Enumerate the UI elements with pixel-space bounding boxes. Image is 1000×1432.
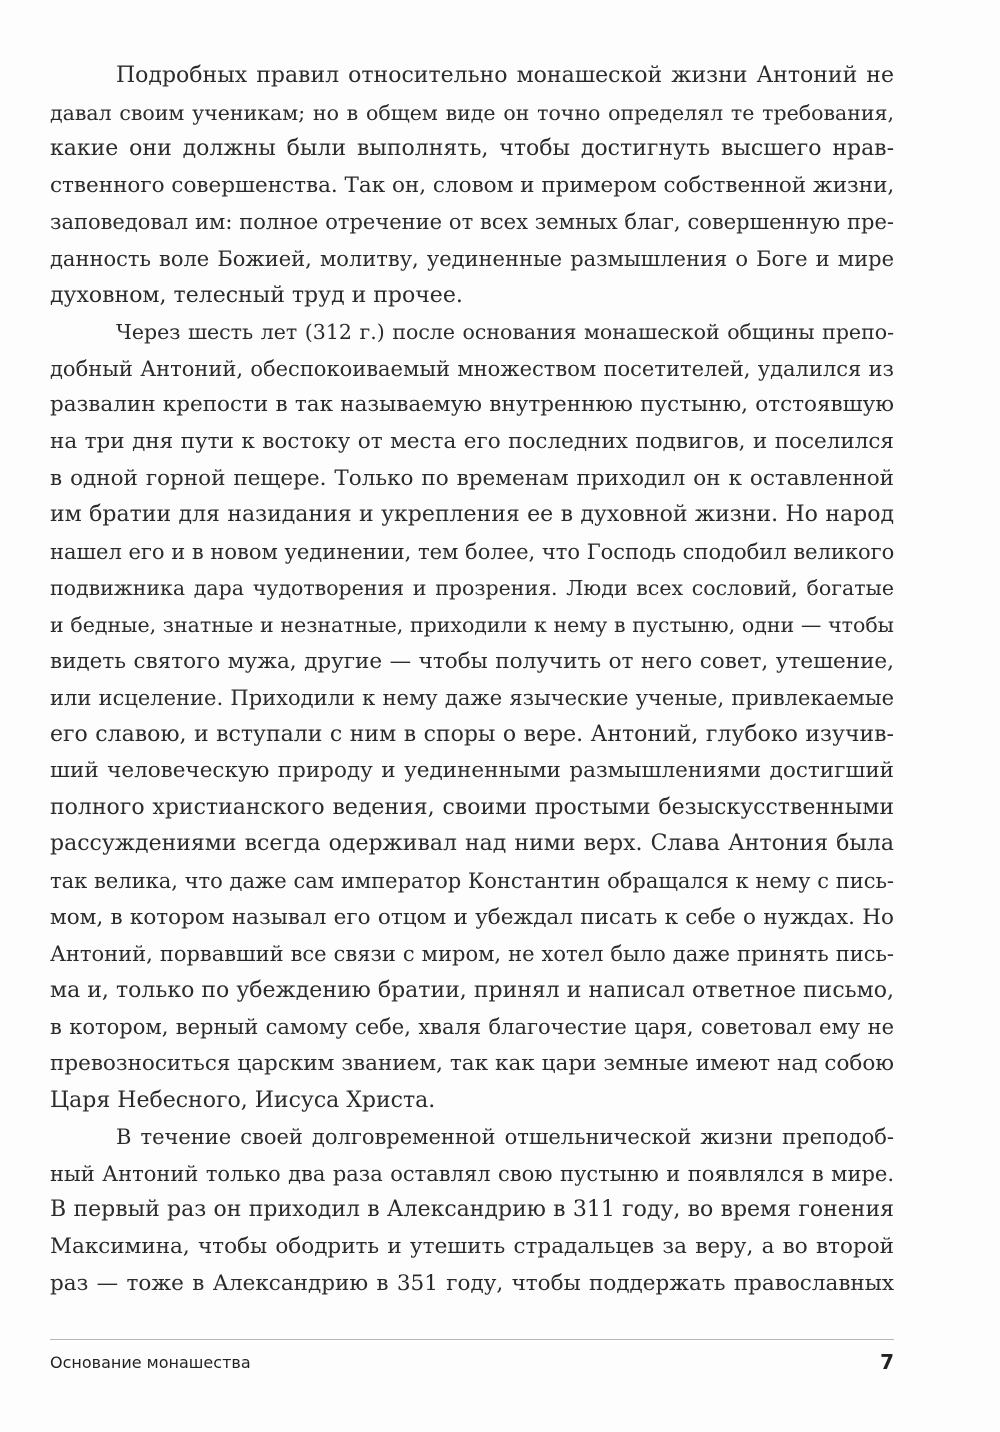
text-line: в котором, верный самому себе, хваля благочестие царя, советовал ему не xyxy=(50,1015,894,1040)
footer-divider xyxy=(50,1339,894,1340)
body-text xyxy=(50,58,894,1302)
text-line: развалин крепости в так называемую внутреннюю пустыню, отстоявшую xyxy=(50,392,894,418)
text-line: Антоний, порвавший все связи с миром, не хотел было даже принять пись- xyxy=(50,942,894,967)
text-line: им братии для назидания и укрепления ее в духовной жизни. Но народ xyxy=(50,502,894,528)
text-line: В течение своей долговременной отшельнической жизни преподоб- xyxy=(116,1125,894,1150)
paragraph-monastic-rules xyxy=(50,58,894,314)
paragraph-visits-to-world xyxy=(50,1119,894,1302)
text-line: давал своим ученикам; но в общем виде он точно определял те требования, xyxy=(50,100,894,125)
text-line: рассуждениями всегда одерживал над ними верх. Слава Антония была xyxy=(50,831,894,857)
text-line: превозноситься царским званием, так как цари земные имеют над собою xyxy=(50,1051,894,1077)
text-line: его славою, и вступали с ним в споры о вере. Антоний, глубоко изучив- xyxy=(50,721,894,747)
text-line: нашел его и в новом уединении, тем более, что Господь сподобил великого xyxy=(50,539,895,564)
text-line: Царя Небесного, Иисуса Христа. xyxy=(50,1087,436,1113)
text-line: полного христианского ведения, своими простыми безыскусственными xyxy=(50,794,894,820)
text-line: подвижника дара чудотворения и прозрения. Люди всех сословий, богатые xyxy=(50,576,894,601)
text-line: и бедные, знатные и незнатные, приходили к нему в пустыню, одни — чтобы xyxy=(50,612,894,637)
text-line: заповедовал им: полное отречение от всех земных благ, совершенную пре- xyxy=(50,210,894,235)
text-line: ственного совершенства. Так он, словом и примером собственной жизни, xyxy=(50,172,895,198)
text-line: Подробных правил относительно монашеской жизни Антоний не xyxy=(116,63,894,88)
text-line: Максимина, чтобы ободрить и утешить страдальцев за веру, а во второй xyxy=(50,1234,894,1259)
text-line: ма и, только по убеждению братии, принял и написал ответное письмо, xyxy=(50,977,894,1003)
text-line: на три дня пути к востоку от места его последних подвигов, и поселился xyxy=(50,428,894,454)
paragraph-inner-desert xyxy=(50,314,894,1119)
text-line: добный Антоний, обеспокоиваемый множеством посетителей, удалился из xyxy=(50,356,894,381)
text-line: в одной горной пещере. Только по временам приходил он к оставленной xyxy=(50,465,894,491)
text-line: Через шесть лет (312 г.) после основания монашеской общины препо- xyxy=(116,320,894,345)
text-line: духовном, телесный труд и прочее. xyxy=(50,282,463,308)
text-line: ший человеческую природу и уединенными размышлениями достигший xyxy=(50,758,894,784)
running-footer-title: Основание монашества xyxy=(50,1353,251,1372)
text-line: раз — тоже в Александрию в 351 году, чтобы поддержать православных xyxy=(50,1270,894,1296)
page-number: 7 xyxy=(880,1350,894,1374)
text-line: видеть святого мужа, другие — чтобы получить от него совет, утешение, xyxy=(50,648,894,674)
text-line: данность воле Божией, молитву, уединенные размышления о Боге и мире xyxy=(50,246,894,271)
text-line: какие они должны были выполнять, чтобы достигнуть высшего нрав- xyxy=(50,136,894,162)
text-line: ный Антоний только два раза оставлял свою пустыню и появлялся в мире. xyxy=(50,1161,894,1186)
text-line: мом, в котором называл его отцом и убеждал писать к себе о нуждах. Но xyxy=(50,904,894,930)
text-line: В первый раз он приходил в Александрию в 311 году, во время гонения xyxy=(50,1197,894,1223)
text-line: или исцеление. Приходили к нему даже языческие ученые, привлекаемые xyxy=(50,686,894,711)
text-line: так велика, что даже сам император Константин обращался к нему с пись- xyxy=(50,869,894,894)
